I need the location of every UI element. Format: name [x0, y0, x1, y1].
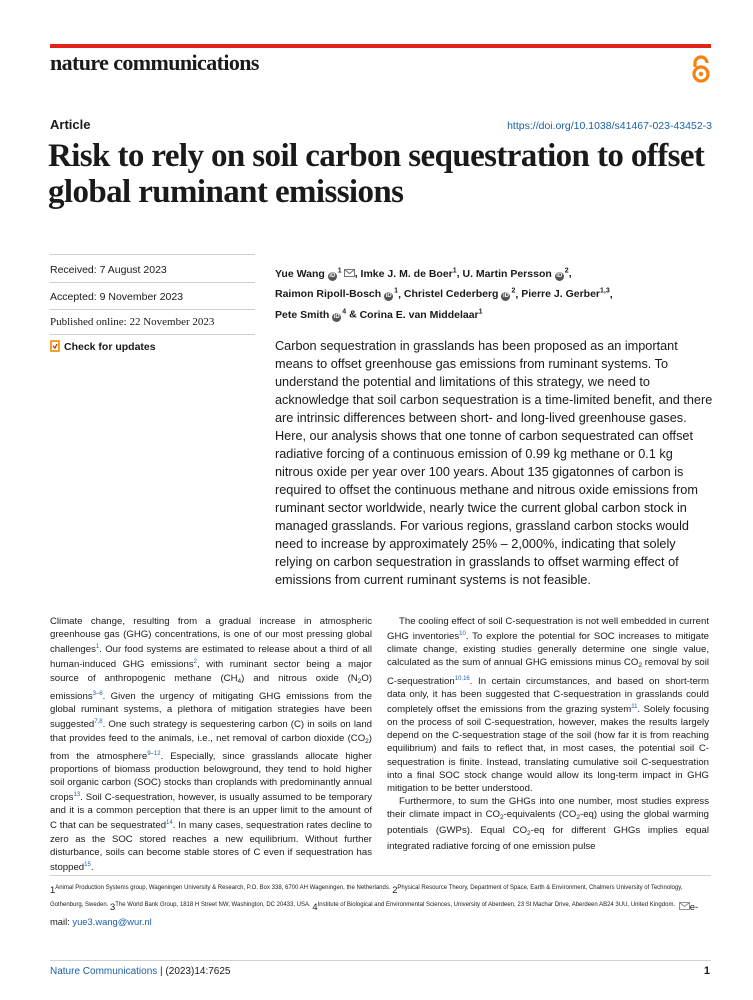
page-number: 1	[703, 965, 710, 977]
author-separator: ,	[515, 288, 522, 300]
orcid-icon[interactable]: iD	[329, 272, 336, 279]
author-name: Pete Smith	[275, 308, 330, 321]
author[interactable]	[275, 288, 398, 300]
body-column-right	[387, 615, 709, 853]
author[interactable]	[463, 268, 569, 280]
footnote-divider	[50, 875, 711, 876]
text-run: The cooling effect of soil C-sequestration is not well embedded in current GHG inventories	[387, 616, 709, 643]
affiliation-marker: 1	[478, 308, 483, 315]
affiliation-marker: 1	[452, 267, 457, 274]
text-run: 4	[312, 900, 318, 912]
text-run: . Our food systems are estimated to release about a third of all human-induced GHG emissions	[50, 644, 372, 671]
affiliation-marker: 2	[564, 267, 569, 274]
author[interactable]	[275, 268, 355, 280]
text-run: 3	[110, 900, 116, 912]
author-name: U. Martin Persson	[462, 267, 552, 280]
email-label: e-mail:	[50, 900, 699, 928]
author-separator: ,	[354, 267, 361, 280]
email-icon[interactable]	[344, 269, 355, 277]
text-run: removal by soil C-sequestration	[387, 657, 709, 687]
divider	[50, 282, 255, 283]
author-name: Corina E. van Middelaar	[359, 308, 479, 321]
text-run: . In many cases, sequestration rates decline to zero as the SOC stored reaches a new equilibrium. Without further disturbance, soils can become stable stores of C even if sequestration has stopped	[50, 820, 373, 874]
affiliation-list	[50, 884, 682, 912]
footer-volume: (2023)14:7625	[165, 966, 231, 977]
author[interactable]	[521, 288, 610, 300]
affiliation-marker: 1	[337, 267, 342, 274]
check-updates-icon	[50, 340, 60, 352]
text-run: ) from the atmosphere	[50, 732, 372, 762]
divider	[50, 334, 255, 335]
text-run: . Solely focusing on the process of soil C-sequestration, however, makes the results largely depend on the C-sequestration stage of the soil (how far it is from reaching equilibrium) and fails to reflect that, in most cases, the potential soil C-sequestration is finite. Instead, translating cumulative soil C-sequestration into a final SOC stock change would allow its long-term impact in GHG mitigation to be better understood.	[387, 704, 709, 794]
footer-journal[interactable]: Nature Communications	[50, 966, 158, 977]
reference-marker: 2	[193, 659, 197, 666]
author-name: Imke J. M. de Boer	[360, 267, 453, 280]
reference-marker: The World Bank Group, 1818 H Street NW, Washington, DC 20433, USA.	[115, 901, 313, 908]
orcid-icon[interactable]: iD	[385, 293, 392, 299]
text-run: .	[90, 862, 94, 874]
text-run: . One such strategy is sequestering carbon (C) in soils on land that provides feed to the animals, i.e., net removal of carbon dioxide (CO	[50, 719, 372, 744]
text-run: -eq for different GHGs implies equal integrated radiative forcing of one emission pulse	[387, 824, 709, 853]
received-date: Received: 7 August 2023	[50, 264, 167, 276]
subscript: 2	[638, 662, 642, 670]
reference-marker: 9–12	[147, 750, 161, 757]
reference-marker: Physical Resource Theory, Department of Space, Earth & Environment, Chalmers University of Technology, Gothenburg, Sweden.	[50, 885, 683, 908]
text-run: Furthermore, to sum the GHGs into one number, most studies express their climate impact in CO	[387, 795, 709, 820]
subscript: 2	[527, 829, 531, 837]
divider	[50, 309, 255, 310]
divider	[50, 254, 255, 255]
author[interactable]	[404, 288, 515, 300]
article-type: Article	[50, 117, 91, 132]
subscript: 4	[237, 677, 242, 685]
author[interactable]	[360, 309, 483, 321]
text-run: -eq) using the global warming potentials (GWPs). Equal CO	[387, 808, 710, 836]
email-link[interactable]: yue3.wang@wur.nl	[72, 916, 152, 928]
orcid-icon[interactable]: iD	[333, 313, 340, 320]
email-icon	[679, 902, 690, 910]
subscript: 2	[365, 737, 369, 745]
text-run: 2	[392, 884, 398, 896]
reference-marker: 10	[459, 631, 466, 638]
footer-divider	[50, 960, 711, 961]
orcid-icon[interactable]: iD	[502, 293, 509, 299]
subscript: 2	[576, 813, 581, 821]
affiliations	[50, 881, 715, 930]
article-title: Risk to rely on soil carbon sequestration to offset global ruminant emissions	[48, 138, 705, 210]
reference-marker: 1	[95, 644, 100, 651]
reference-marker: Institute of Biological and Environmental Sciences, University of Aberdeen, 23 St Machar Drive, Aberdeen AB24 3UU, United Kingdom.	[317, 901, 677, 908]
text-run: . To explore the potential for SOC increases to mitigate climate change, existing studies generally determine one single value, calculated as the sum of annual GHG emissions minus CO	[387, 631, 709, 669]
journal-name: nature communications	[50, 50, 259, 75]
check-for-updates[interactable]	[50, 340, 255, 353]
author-name: Raimon Ripoll-Bosch	[275, 288, 382, 300]
author-list	[275, 262, 715, 324]
body-paragraph	[387, 615, 709, 795]
body-column-left	[50, 615, 372, 874]
reference-marker: 13	[73, 792, 81, 799]
reference-marker: Animal Production Systems group, Wageningen University & Research, P.O. Box 338, 6700 AH Wageningen, the Netherlands.	[55, 885, 393, 891]
author-separator: ,	[398, 288, 404, 300]
doi-link[interactable]: https://doi.org/10.1038/s41467-023-43452-3	[507, 120, 712, 132]
reference-marker: 11	[631, 703, 638, 710]
abstract: Carbon sequestration in grasslands has been proposed as an important means to offset greenhouse gas emissions from ruminant systems. To understand the potential and limitations of this strategy, we need to acknowledge that soil carbon sequestration is a time-limited benefit, and there are intrinsic differences between short- and long-lived greenhouse gases. Here, our analysis shows that one tonne of carbon sequestrated can offset radiative forcing of a continuous emission of 0.99 kg methane or 0.1 kg nitrous oxide per year over 100 years. About 135 gigatonnes of carbon is required to offset the continuous methane and nitrous oxide emissions from ruminant sector worldwide, nearly twice the current global carbon stock in managed grasslands. For various regions, grassland carbon stocks would need to increase by approximately 25% – 2,000%, indicating that solely relying on carbon sequestration in grasslands to offset warming effect of emissions from current ruminant systems is not feasible.	[275, 339, 713, 587]
subscript: 2	[499, 813, 504, 821]
text-run: Climate change, resulting from a gradual increase in atmospheric greenhouse gas (GHG) concentrations, is one of our most pressing global challenges	[50, 616, 372, 656]
header-accent-bar	[50, 44, 711, 48]
affiliation-marker: 2	[511, 287, 516, 295]
text-run: O) emissions	[50, 672, 373, 703]
accepted-date: Accepted: 9 November 2023	[50, 291, 184, 303]
reference-marker: 15	[84, 861, 91, 868]
reference-marker: 3–6	[92, 690, 103, 697]
body-paragraph	[387, 795, 709, 853]
subscript: 2	[357, 677, 362, 685]
text-run: . Especially, since grasslands allocate higher proportions of biomass production belowground, they tend to hold higher soil organic carbon (SOC) stocks than croplands with predominantly annual crops	[50, 750, 372, 804]
author-separator: ,	[568, 267, 572, 280]
author-name: Christel Cederberg	[403, 288, 499, 300]
text-run: ) and nitrous oxide (N	[241, 672, 358, 684]
author-separator: ,	[609, 288, 613, 300]
text-run: , with ruminant sector being a major source of anthropogenic methane (CH	[50, 659, 372, 684]
reference-marker: 14	[166, 820, 173, 827]
text-run: . Given the urgency of mitigating GHG emissions from the global ruminant systems, a plethora of mitigation strategies have been suggested	[50, 691, 372, 731]
orcid-icon[interactable]: iD	[556, 272, 563, 279]
author-name: Pierre J. Gerber	[521, 288, 600, 300]
published-date: Published online: 22 November 2023	[50, 316, 215, 328]
body-paragraph	[50, 615, 372, 874]
text-run: 1	[50, 884, 56, 896]
reference-marker: 7,8	[94, 719, 103, 726]
text-run: -equivalents (CO	[503, 808, 577, 820]
text-run: . Soil C-sequestration, however, is usually assumed to be temporary and it is a common perception that there is an upper limit to the amount of C that can be sequestrated	[50, 792, 372, 832]
open-access-icon	[690, 55, 712, 83]
author-separator: &	[346, 308, 360, 321]
affiliation-marker: 4	[342, 308, 347, 315]
text-run: . In certain circumstances, and based on short-term data only, it has been suggested that C-sequestration in grasslands could completely offset the emissions from the grazing system	[387, 675, 709, 716]
check-updates-label: Check for updates	[64, 341, 156, 353]
affiliation-marker: 1,3	[600, 287, 610, 295]
affiliation-marker: 1	[394, 287, 399, 295]
author[interactable]	[275, 309, 346, 321]
reference-marker: 10,16	[454, 675, 470, 682]
footer-citation: Nature Communications | (2023)14:7625	[50, 966, 231, 977]
author-name: Yue Wang	[275, 267, 325, 280]
author[interactable]	[361, 268, 457, 280]
author-separator: ,	[456, 267, 463, 280]
